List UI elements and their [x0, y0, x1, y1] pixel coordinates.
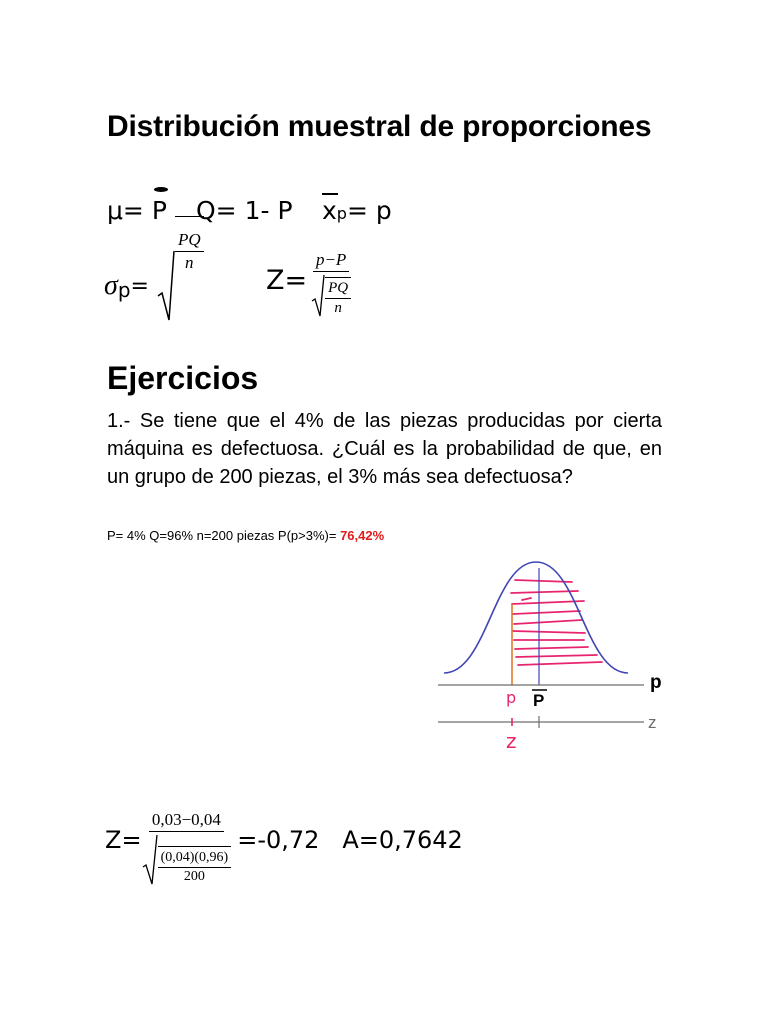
data-values: P= 4% Q=96% n=200 piezas P(p>3%)= [107, 528, 341, 543]
p-mark: p [506, 688, 517, 707]
z-axis-label: z [648, 713, 657, 732]
calc-sqrt-body [158, 846, 232, 885]
x-bar-symbol: x [322, 196, 337, 225]
x-subscript: p [336, 204, 347, 223]
shaded-area [511, 580, 602, 665]
sigma-equals: = [130, 273, 149, 299]
calc-result: =-0,72 A=0,7642 [237, 825, 463, 854]
mu-label: μ= [107, 196, 144, 225]
z-sqrt-denominator: n [334, 300, 342, 316]
z-mark: z [506, 729, 517, 753]
calc-sqrt-sign [142, 833, 158, 885]
sqrt-denominator: n [185, 253, 194, 272]
calc-z-label: Z= [105, 825, 142, 854]
x-rhs: = p [346, 196, 392, 225]
hat-mark [154, 187, 168, 192]
mean-formula [107, 196, 167, 225]
calc-sqrt-denominator: 200 [183, 869, 205, 884]
calc-numerator: 0,03−0,04 [149, 810, 224, 832]
sigma-formula [104, 230, 204, 322]
calc-sqrt-numerator: (0,04)(0,96) [158, 850, 232, 868]
normal-curve-graph [432, 560, 672, 760]
z-calculation [105, 810, 463, 885]
z-numerator: p−P [313, 250, 349, 272]
data-line [107, 528, 384, 543]
sqrt-body [175, 216, 204, 287]
data-result: 76,42% [340, 528, 385, 543]
z-sqrt-body [325, 277, 351, 317]
overbar [322, 193, 338, 195]
sqrt-numerator: PQ [175, 230, 204, 252]
q-formula: Q= 1- P [196, 196, 293, 225]
z-label: Z= [266, 265, 308, 296]
mu-value: P [151, 196, 167, 225]
sigma-symbol: σ [104, 270, 118, 301]
z-formula [266, 250, 351, 317]
sigma-subscript: p [117, 278, 131, 302]
z-sqrt-numerator: PQ [325, 280, 351, 299]
sqrt-sign [157, 250, 175, 322]
xbar-formula [322, 196, 392, 225]
problem-statement: 1.- Se tiene que el 4% de las piezas producidas por cierta máquina es defectuosa. ¿Cuál es la probabilidad de que, en un grupo de 200 piezas, el 3% más sea defectuosa? [107, 410, 662, 488]
page-title: Distribución muestral de proporciones [107, 110, 652, 143]
p-bar-label: P [533, 691, 545, 710]
exercises-heading: Ejercicios [107, 360, 259, 396]
p-axis-label: p [650, 672, 662, 693]
z-sqrt-sign [311, 273, 325, 317]
